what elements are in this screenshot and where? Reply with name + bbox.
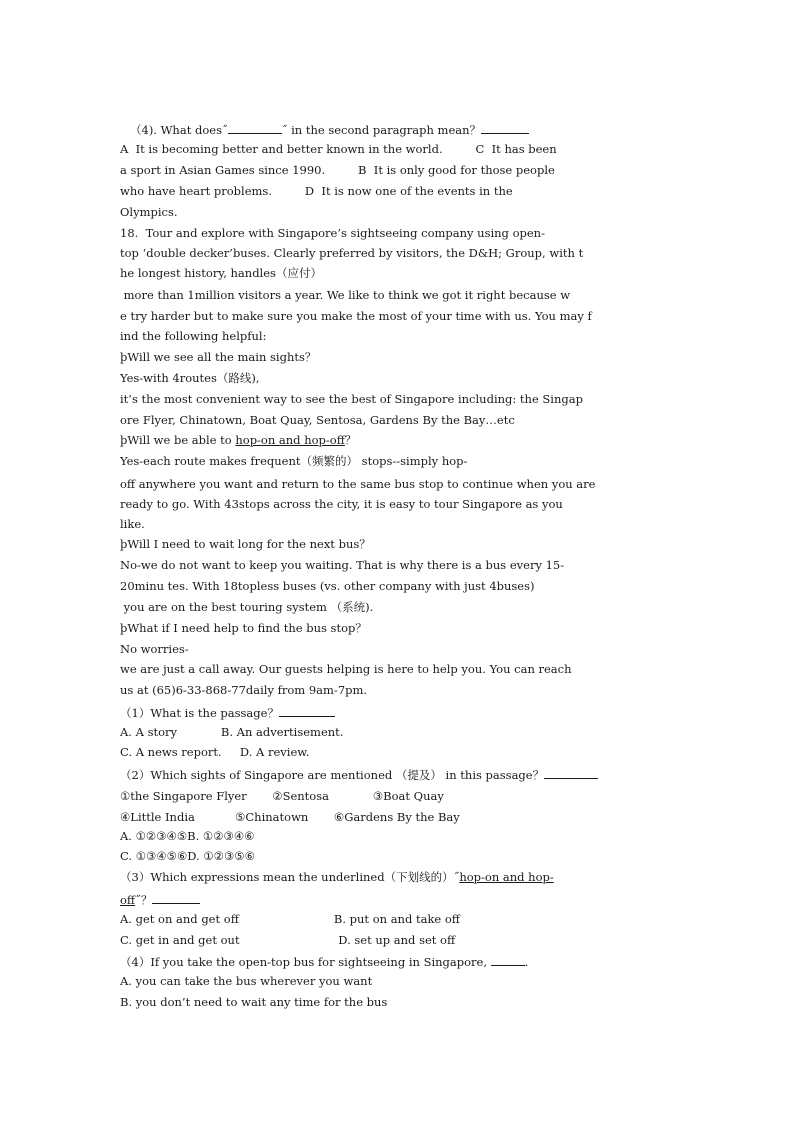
question-3-stem-cont [120,891,680,907]
faq-question: þWill I need to wait long for the next bus？ [120,537,371,551]
option-line: A. you can take the bus wherever you want [120,974,373,988]
faq-answer: No worries- [120,642,189,656]
option-line: ①the Singapore Flyer ②Sentosa ③Boat Quay [120,789,444,803]
option-line: a sport in Asian Games since 1990. B It is only good for those people [120,163,555,177]
passage-line: e try harder but to make sure you make the most of your time with us. You may f [120,309,592,323]
option-line: C. ①③④⑤⑥D. ①②③⑤⑥ [120,849,255,863]
faq-answer: Yes-each route makes frequent（频繁的） stops--simply hop- [120,454,468,468]
faq-answer: you are on the best touring system （系统). [120,600,374,614]
faq-question: þWill we see all the main sights？ [120,350,317,364]
option-line: B. you don’t need to wait any time for the bus [120,995,388,1009]
answer-blank[interactable] [228,121,282,134]
passage-line: he longest history, handles（应付） [120,266,322,280]
option-line: A. ①②③④⑤B. ①②③④⑥ [120,829,255,843]
stem-text: ˝ in the second paragraph mean？ [281,123,482,137]
underlined-phrase: hop-on and hop- [459,870,554,884]
faq-answer: we are just a call away. Our guests helping is here to help you. You can reach [120,662,572,676]
faq-text: þWill we be able to [120,433,236,447]
stem-text: . [524,955,529,969]
faq-question: þWhat if I need help to find the bus stop？ [120,621,367,635]
underlined-phrase: hop-on and hop-off [235,433,345,447]
question-3-stem [120,870,680,886]
passage-line: 18. Tour and explore with Singapore’s sightseeing company using open- [120,226,545,240]
stem-text: （1）What is the passage？ [120,706,279,720]
faq-answer: like. [120,517,145,531]
faq-answer: No-we do not want to keep you waiting. That is why there is a bus every 15- [120,558,565,572]
question-2-stem [120,766,680,782]
passage-line: more than 1million visitors a year. We like to think we got it right because w [120,288,571,302]
faq-answer: ore Flyer, Chinatown, Boat Quay, Sentosa, Gardens By the Bay…etc [120,413,515,427]
passage-line: ind the following helpful: [120,329,267,343]
stem-text: （4). What does˝ [130,123,228,137]
faq-answer: 20minu tes. With 18topless buses (vs. other company with just 4buses) [120,579,535,593]
stem-text: ˝？ [135,893,153,907]
answer-blank[interactable] [491,953,525,966]
faq-answer: ready to go. With 43stops across the city, it is easy to tour Singapore as you [120,497,563,511]
faq-text: ？ [344,433,357,447]
answer-blank[interactable] [544,766,598,779]
option-line: Olympics. [120,205,178,219]
option-line: A It is becoming better and better known in the world. C It has been [120,142,557,156]
option-line: A. A story B. An advertisement. [120,725,344,739]
stem-text: （3）Which expressions mean the underlined（下划线的）˝ [120,870,460,884]
faq-answer: Yes-with 4routes（路线), [120,371,260,385]
stem-text: （4）If you take the open-top bus for sightseeing in Singapore, [120,955,491,969]
option-line: C. get in and get out D. set up and set off [120,933,456,947]
passage-line: top ‘double decker’buses. Clearly preferred by visitors, the D&H; Group, with t [120,246,584,260]
faq-answer: it’s the most convenient way to see the best of Singapore including: the Singap [120,392,583,406]
question-4-prev-stem [130,121,690,137]
answer-blank[interactable] [152,891,200,904]
stem-text: （2）Which sights of Singapore are mentioned （提及） in this passage？ [120,768,545,782]
option-line: A. get on and get off B. put on and take off [120,912,460,926]
underlined-phrase: off [120,893,136,907]
option-line: who have heart problems. D It is now one of the events in the [120,184,513,198]
question-1-stem [120,704,680,720]
option-line: ④Little India ⑤Chinatown ⑥Gardens By the Bay [120,810,460,824]
option-line: C. A news report. D. A review. [120,745,310,759]
question-4-stem [120,953,680,969]
faq-answer: off anywhere you want and return to the same bus stop to continue when you are [120,477,596,491]
answer-blank[interactable] [279,704,335,717]
faq-answer: us at (65)6-33-868-77daily from 9am-7pm. [120,683,368,697]
answer-blank[interactable] [481,121,529,134]
faq-question [120,433,680,449]
